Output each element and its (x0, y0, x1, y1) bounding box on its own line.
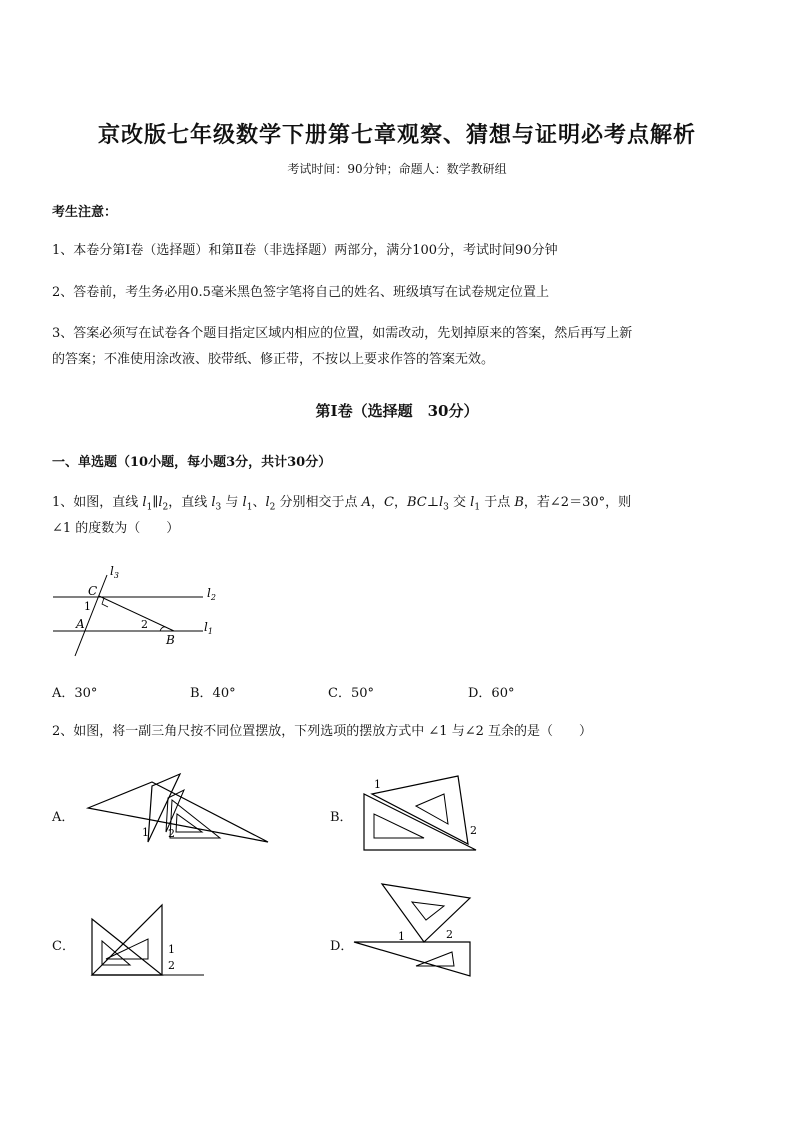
question-1-stem-cont: ∠1 的度数为（ ） (52, 521, 180, 536)
svg-text:1: 1 (374, 778, 381, 791)
svg-text:2: 2 (168, 827, 175, 840)
q1-option-b[interactable]: B．40° (190, 686, 236, 701)
question-2-stem: 2、如图，将一副三角尺按不同位置摆放，下列选项的摆放方式中 ∠1 与∠2 互余的是（ ） (52, 724, 592, 739)
svg-text:2: 2 (168, 959, 175, 972)
svg-text:1: 1 (142, 826, 149, 839)
label-B: B (166, 633, 175, 647)
q2-figure-c (86, 903, 211, 983)
notice-item-3-cont: 的答案；不准使用涂改液、胶带纸、修正带，不按以上要求作答的答案无效。 (52, 352, 495, 367)
q2-option-a[interactable]: A． (52, 810, 75, 825)
label-angle-2: 2 (141, 618, 148, 631)
question-1-figure (48, 560, 238, 660)
q2-figure-b (358, 772, 483, 857)
q2-option-d[interactable]: D． (330, 939, 354, 954)
q2-option-c[interactable]: C． (52, 939, 75, 954)
label-l2: $l_2$ (207, 586, 216, 602)
question-1-stem: 1、如图，直线 $l_1\parallel l_2$，直线 $l_3$ 与 $l_1$、$l_2$ 分别相交于点 A，C，$BC\perp l_3$ 交 $l_1$ 于点 B，若∠2＝30°，则 (52, 495, 632, 513)
svg-text:1: 1 (398, 930, 405, 943)
label-A: A (76, 617, 85, 631)
svg-text:1: 1 (168, 943, 175, 956)
notice-item-3: 3、答案必须写在试卷各个题目指定区域内相应的位置，如需改动，先划掉原来的答案，然后再写上新 (52, 326, 633, 341)
page-title: 京改版七年级数学下册第七章观察、猜想与证明必考点解析 (97, 122, 696, 148)
q1-option-a[interactable]: A．30° (52, 686, 98, 701)
notice-heading: 考生注意： (52, 205, 118, 220)
q1-option-d[interactable]: D．60° (468, 686, 515, 701)
section-title: 第Ⅰ卷（选择题 30分） (315, 402, 479, 420)
q2-figure-d (352, 880, 482, 980)
q1-option-c[interactable]: C．50° (328, 686, 374, 701)
label-l3: $l_3$ (110, 564, 119, 580)
part-title: 一、单选题（10小题，每小题3分，共计30分） (52, 455, 332, 470)
q2-option-b[interactable]: B． (330, 810, 353, 825)
notice-item-2: 2、答卷前，考生务必用0.5毫米黑色签字笔将自己的姓名、班级填写在试卷规定位置上 (52, 285, 549, 300)
q2-figure-a (80, 770, 275, 850)
exam-info: 考试时间：90分钟；命题人：数学教研组 (287, 162, 507, 176)
notice-item-1: 1、本卷分第Ⅰ卷（选择题）和第Ⅱ卷（非选择题）两部分，满分100分，考试时间90分钟 (52, 243, 558, 258)
label-C: C (88, 584, 98, 598)
svg-text:2: 2 (470, 824, 477, 837)
svg-text:2: 2 (446, 928, 453, 941)
label-l1: $l_1$ (204, 620, 213, 636)
label-angle-1: 1 (84, 600, 91, 613)
